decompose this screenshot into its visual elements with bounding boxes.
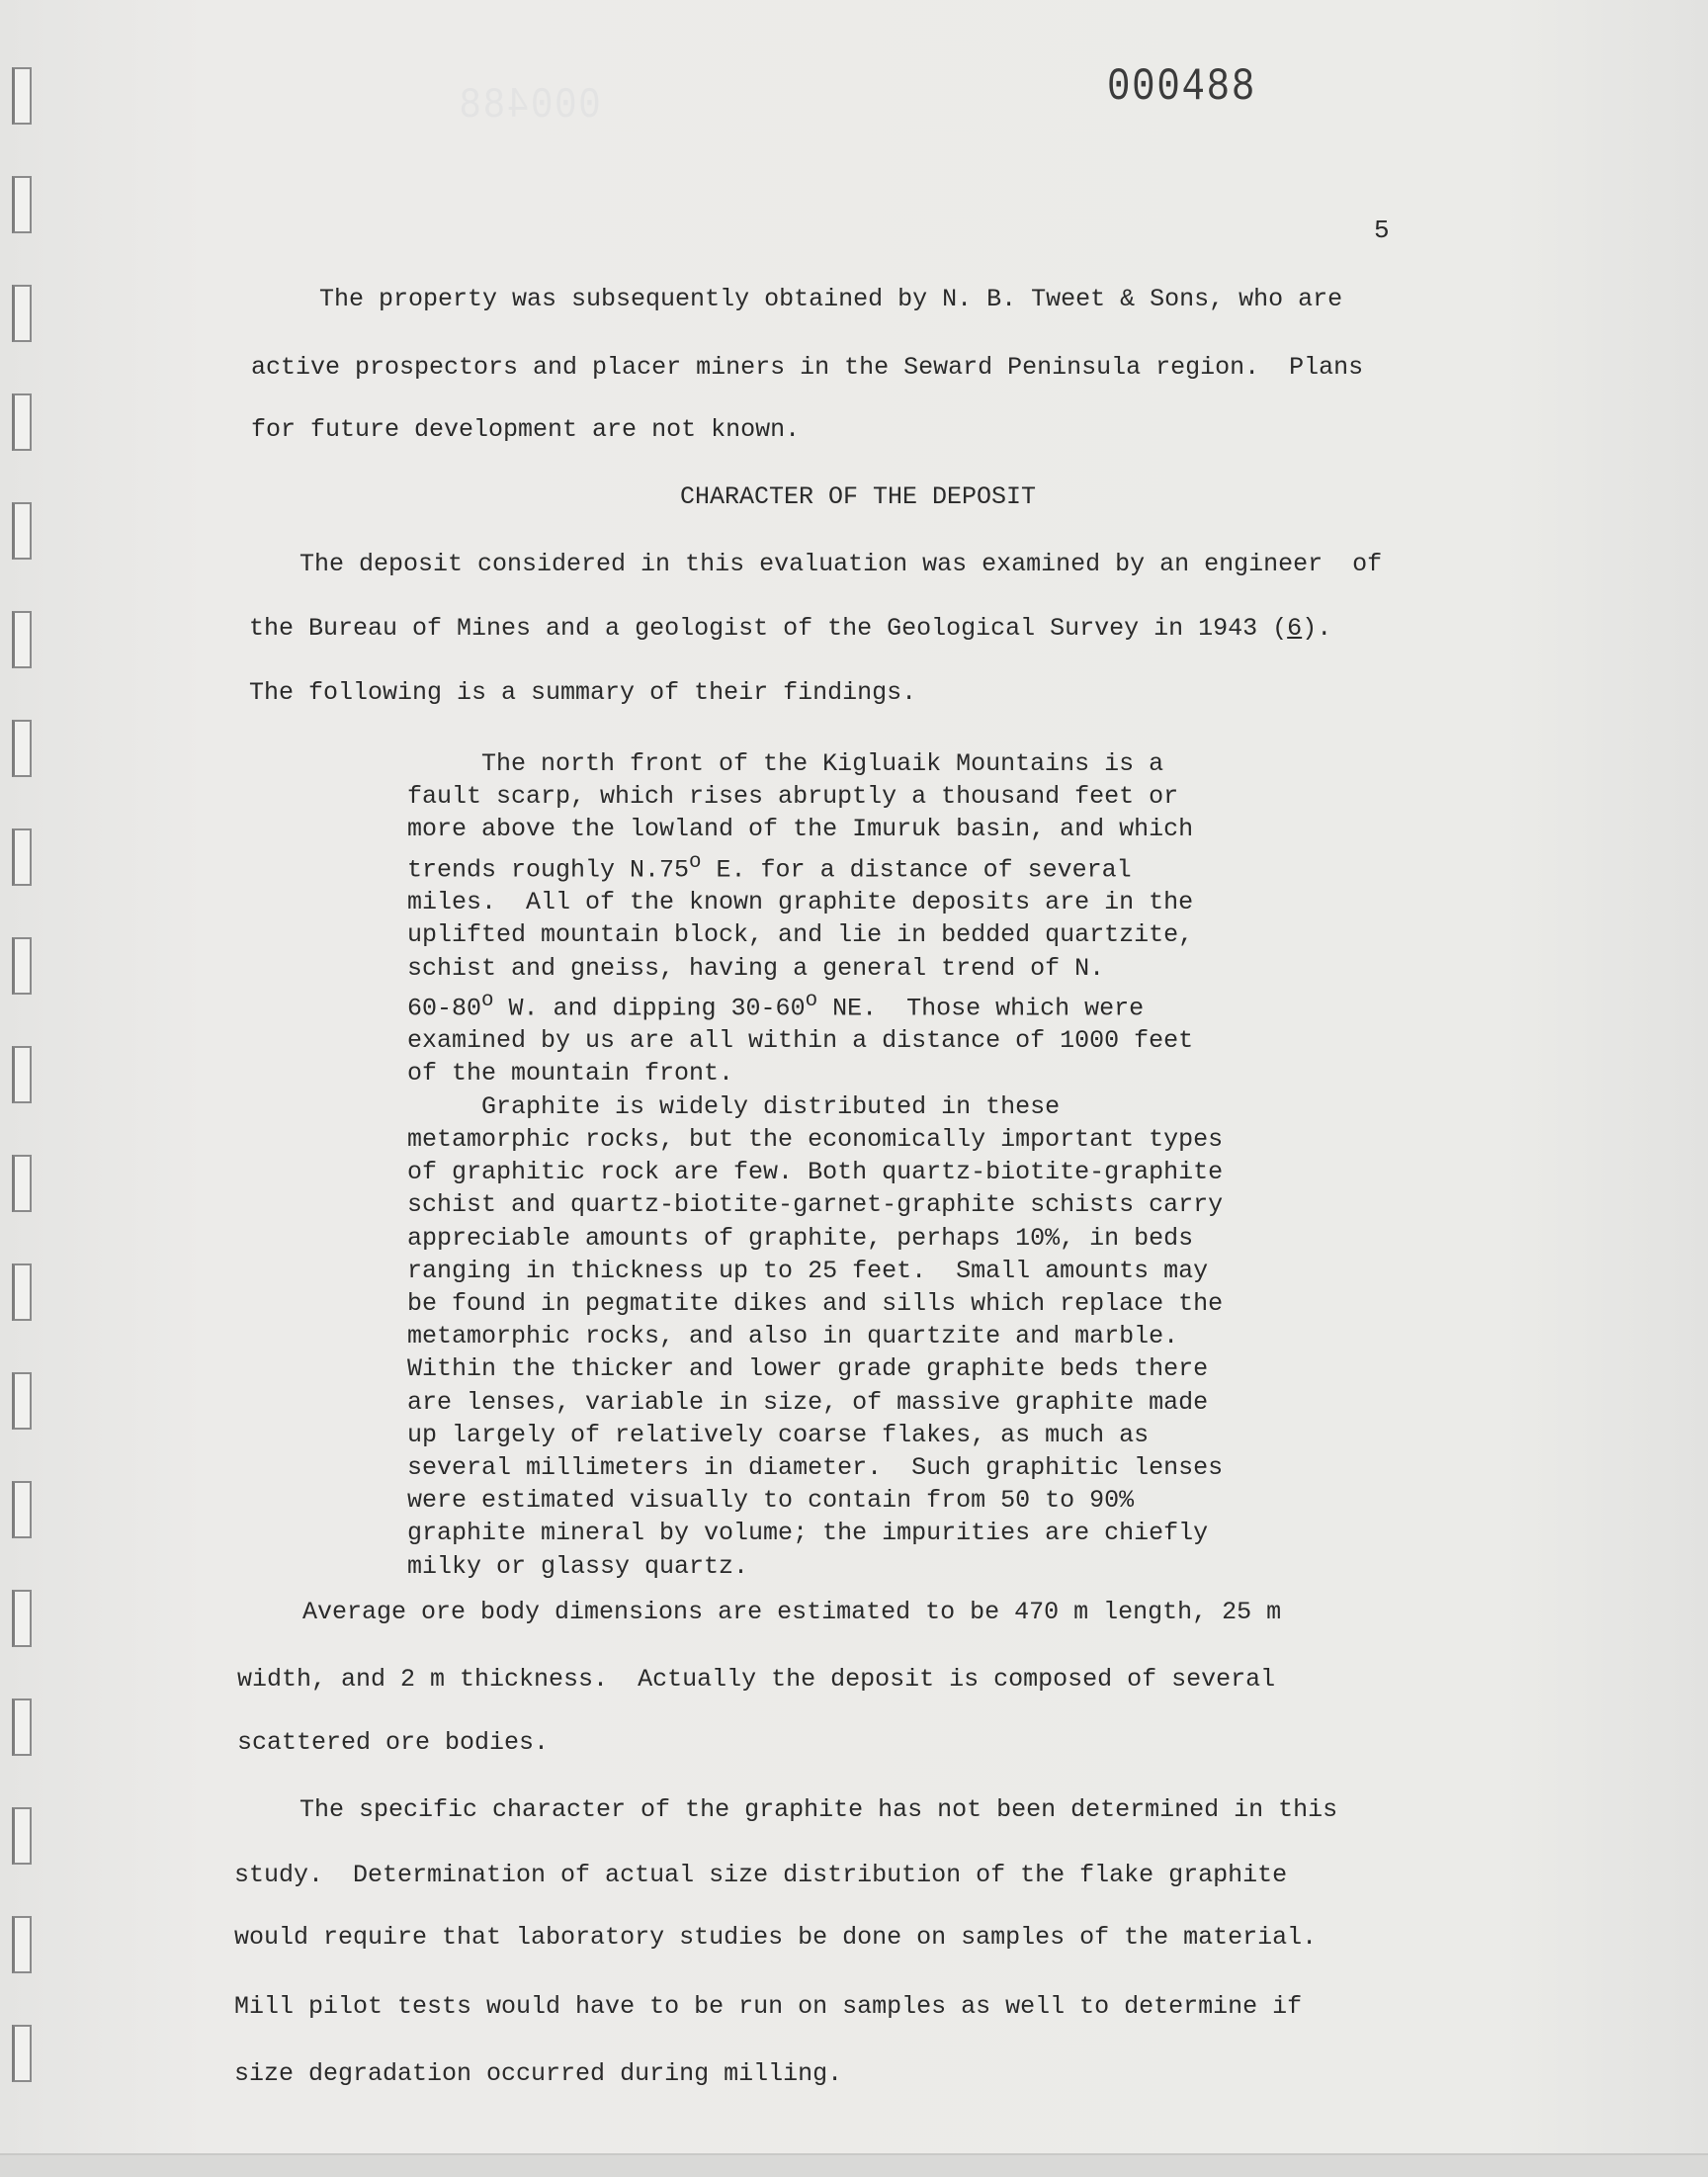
quote-line: Within the thicker and lower grade graphite beds there <box>407 1354 1209 1384</box>
binder-hole <box>12 67 32 125</box>
quote-line: more above the lowland of the Imuruk basin, and which <box>407 815 1194 844</box>
quote-line: fault scarp, which rises abruptly a thousand feet or <box>407 782 1179 812</box>
paragraph-line: active prospectors and placer miners in the Seward Peninsula region. Plans <box>251 353 1364 382</box>
quote-line: of graphitic rock are few. Both quartz-biotite-graphite <box>407 1158 1224 1187</box>
quote-line: schist and gneiss, having a general trend of N. <box>407 953 1105 983</box>
text-run: E. for a distance of several <box>701 854 1132 884</box>
quote-line: examined by us are all within a distance of 1000 feet <box>407 1026 1194 1056</box>
binder-hole <box>12 393 32 451</box>
document-stamp-number: 000488 <box>1107 61 1256 113</box>
paragraph-line: The deposit considered in this evaluation was examined by an engineer of <box>299 550 1383 578</box>
binder-hole <box>12 1698 32 1756</box>
quote-line: several millimeters in diameter. Such graphitic lenses <box>407 1452 1224 1482</box>
quote-line: graphite mineral by volume; the impurities are chiefly <box>407 1519 1209 1548</box>
paragraph-line: The following is a summary of their findings. <box>249 678 917 707</box>
quote-line: of the mountain front. <box>407 1059 734 1088</box>
paragraph-line: size degradation occurred during milling. <box>234 2059 843 2088</box>
binder-holes <box>0 0 59 2175</box>
quote-line: miles. All of the known graphite deposits are in the <box>407 888 1194 917</box>
paragraph-line: for future development are not known. <box>251 415 801 444</box>
degree-sign: o <box>689 850 702 874</box>
paragraph-line: The property was subsequently obtained by N. B. Tweet & Sons, who are <box>319 285 1343 313</box>
paragraph-line: The specific character of the graphite has not been determined in this <box>299 1795 1338 1824</box>
binder-hole <box>12 1372 32 1430</box>
reference-citation: 6 <box>1287 614 1303 643</box>
binder-hole <box>12 176 32 233</box>
page-bottom-edge <box>0 2153 1708 2177</box>
quote-line <box>407 846 1223 887</box>
text-run: the Bureau of Mines and a geologist of the Geological Survey in 1943 ( <box>249 614 1288 643</box>
degree-sign: o <box>481 989 494 1012</box>
paragraph-line: would require that laboratory studies be done on samples of the material. <box>234 1923 1318 1952</box>
paragraph-line: Mill pilot tests would have to be run on samples as well to determine if <box>234 1992 1303 2021</box>
binder-hole <box>12 1807 32 1865</box>
text-run: W. and dipping 30-60 <box>493 994 806 1023</box>
paragraph-line: width, and 2 m thickness. Actually the deposit is composed of several <box>237 1665 1276 1694</box>
quote-line: metamorphic rocks, and also in quartzite and marble. <box>407 1322 1179 1351</box>
quote-line: uplifted mountain block, and lie in bedded quartzite, <box>407 920 1194 950</box>
paragraph-line: Average ore body dimensions are estimated to be 470 m length, 25 m <box>302 1598 1282 1626</box>
quote-line: schist and quartz-biotite-garnet-graphite schists carry <box>407 1190 1224 1220</box>
page-number: 5 <box>1374 216 1390 245</box>
text-run: NE. Those which were <box>817 994 1145 1023</box>
quote-line: The north front of the Kigluaik Mountains is a <box>407 749 1164 778</box>
binder-hole <box>12 1046 32 1103</box>
quote-line: metamorphic rocks, but the economically important types <box>407 1124 1224 1154</box>
paragraph-line <box>249 616 1331 641</box>
bleed-through-stamp: 000488 <box>457 81 601 131</box>
degree-sign: o <box>805 989 818 1012</box>
section-heading: CHARACTER OF THE DEPOSIT <box>680 482 1037 511</box>
binder-hole <box>12 1916 32 1973</box>
quote-line: up largely of relatively coarse flakes, as much as <box>407 1420 1150 1449</box>
text-run: ). <box>1302 614 1332 643</box>
paragraph-line: study. Determination of actual size distribution of the flake graphite <box>234 1861 1288 1889</box>
quote-line <box>407 985 1223 1025</box>
binder-hole <box>12 720 32 777</box>
text-run: 60-80 <box>407 994 482 1023</box>
binder-hole <box>12 285 32 342</box>
binder-hole <box>12 828 32 886</box>
quote-line: were estimated visually to contain from 50 to 90% <box>407 1486 1135 1516</box>
binder-hole <box>12 502 32 560</box>
quote-line: Graphite is widely distributed in these <box>407 1091 1061 1121</box>
binder-hole <box>12 611 32 668</box>
quote-line: be found in pegmatite dikes and sills which replace the <box>407 1288 1224 1318</box>
text-run: trends roughly N.75 <box>407 854 690 884</box>
binder-hole <box>12 1263 32 1321</box>
quote-line: are lenses, variable in size, of massive graphite made <box>407 1387 1209 1417</box>
quote-line: appreciable amounts of graphite, perhaps 10%, in beds <box>407 1223 1194 1253</box>
quote-line: milky or glassy quartz. <box>407 1551 749 1581</box>
block-quote <box>407 747 1223 1583</box>
paragraph-line: scattered ore bodies. <box>237 1728 550 1757</box>
binder-hole <box>12 1481 32 1538</box>
binder-hole <box>12 1590 32 1647</box>
quote-line: ranging in thickness up to 25 feet. Small amounts may <box>407 1256 1209 1285</box>
binder-hole <box>12 2025 32 2082</box>
binder-hole <box>12 937 32 995</box>
binder-hole <box>12 1155 32 1212</box>
